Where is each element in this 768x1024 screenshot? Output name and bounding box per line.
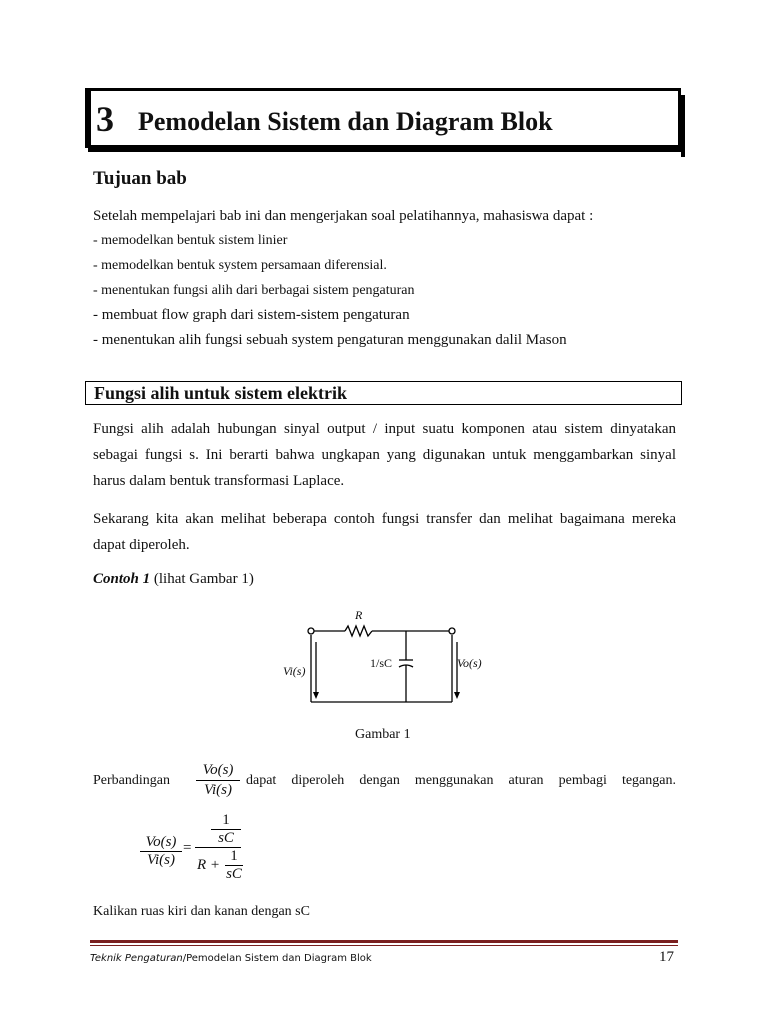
objectives-intro: Setelah mempelajari bab ini dan mengerjakan soal pelatihannya, mahasiswa dapat : <box>93 208 594 224</box>
ratio-sentence-start: Perbandingan <box>93 773 170 788</box>
objective-item: - memodelkan bentuk system persamaan diferensial. <box>93 258 387 273</box>
ratio-fraction <box>196 762 240 799</box>
footer-rule-thin <box>90 945 678 946</box>
transfer-function-equation <box>140 812 260 892</box>
objectives-heading: Tujuan bab <box>93 168 187 189</box>
capacitor-plate-bottom <box>399 665 413 667</box>
rhs-denominator-r: R + <box>197 857 221 873</box>
closing-sentence: Kalikan ruas kiri dan kanan dengan sC <box>93 904 310 919</box>
section-title: Fungsi alih untuk sistem elektrik <box>94 383 348 403</box>
page-number: 17 <box>659 949 674 965</box>
example-reference: (lihat Gambar 1) <box>150 571 254 587</box>
example-title: Contoh 1 <box>93 571 151 587</box>
chapter-header <box>85 88 681 148</box>
capacitor-label: 1/sC <box>370 656 393 670</box>
equation-rhs <box>195 812 241 884</box>
example-label <box>93 571 254 588</box>
ratio-denominator: Vi(s) <box>203 782 233 798</box>
objective-item: - memodelkan bentuk sistem linier <box>93 233 288 248</box>
output-voltage-label: Vo(s) <box>457 656 482 670</box>
ratio-numerator: Vo(s) <box>196 762 240 781</box>
rhs-denominator-top: 1 <box>225 848 243 866</box>
footer-chapter-path: /Pemodelan Sistem dan Diagram Blok <box>182 953 372 964</box>
chapter-number: 3 <box>96 99 114 139</box>
rhs-numerator-bottom: sC <box>218 830 234 846</box>
equation-lhs <box>140 834 182 869</box>
equation-lhs-numerator: Vo(s) <box>140 834 182 852</box>
paragraph-definition: Fungsi alih adalah hubungan sinyal output / input suatu komponen atau sistem dinyatakan sebagai fungsi s. Ini berarti bahwa ungkapan yang digunakan untuk menggambarkan sinyal harus dalam bentuk transformasi Laplace. <box>93 421 676 489</box>
chapter-title: Pemodelan Sistem dan Diagram Blok <box>138 107 553 136</box>
footer-text <box>90 953 372 964</box>
resistor-label: R <box>355 608 363 622</box>
ratio-sentence-end: dapat diperoleh dengan menggunakan aturan pembagi tegangan. <box>246 773 676 788</box>
footer-rule-thick <box>90 940 678 943</box>
equation-lhs-denominator: Vi(s) <box>146 852 176 868</box>
paragraph-intro-examples: Sekarang kita akan melihat beberapa contoh fungsi transfer dan melihat bagaimana mereka dapat diperoleh. <box>93 511 676 553</box>
chapter-header-shadow <box>88 148 685 152</box>
input-voltage-label: Vi(s) <box>283 664 306 678</box>
objective-item: - menentukan fungsi alih dari berbagai sistem pengaturan <box>93 283 415 298</box>
footer-course: Teknik Pengaturan <box>90 953 183 964</box>
section-heading-box <box>85 381 682 405</box>
equation-equals: = <box>183 840 192 856</box>
resistor-symbol <box>345 626 372 636</box>
figure-caption: Gambar 1 <box>355 727 411 742</box>
rhs-numerator-top: 1 <box>211 812 241 830</box>
objective-item: - menentukan alih fungsi sebuah system pengaturan menggunakan dalil Mason <box>93 332 567 348</box>
objective-item: - membuat flow graph dari sistem-sistem pengaturan <box>93 307 410 323</box>
rhs-denominator-bottom: sC <box>226 866 242 882</box>
